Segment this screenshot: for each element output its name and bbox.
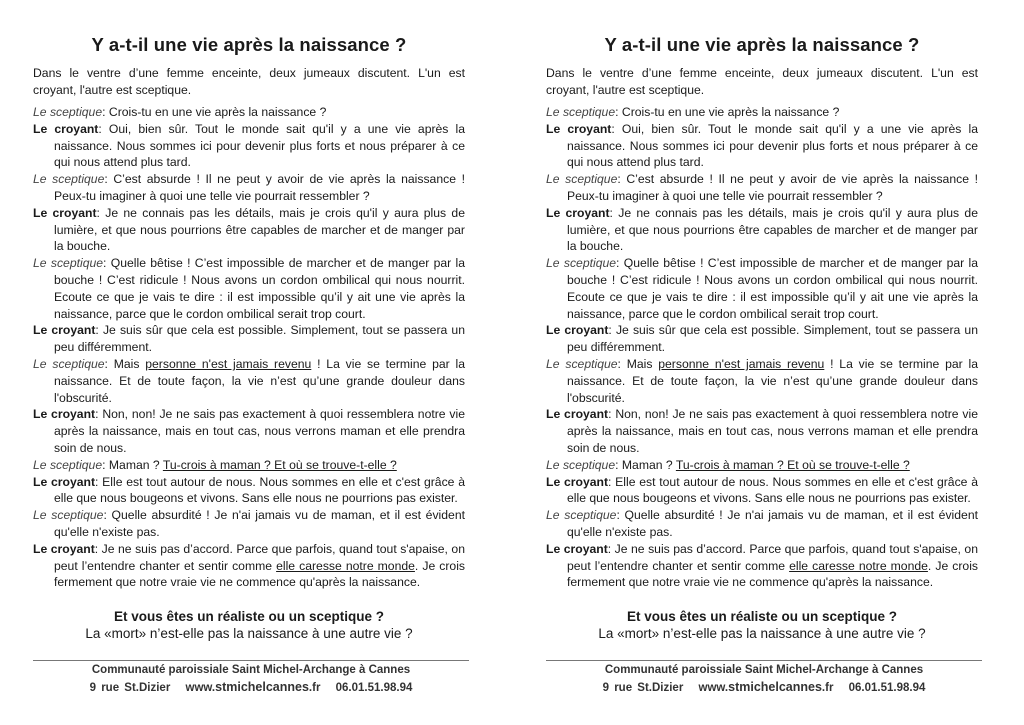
dialogue-turn-croyant [33,121,465,171]
footer-address: 9 rue St.Dizier [89,682,171,694]
speech-text: : Elle est tout autour de nous. Nous sommes en elle et c'est grâce à elle que nous bougeons et vivons. Sans elle nous ne pourrions pas exister. [54,474,465,506]
speech-text: : C’est absurde ! Il ne peut y avoir de vie après la naissance ! Peux-tu imaginer à quoi une telle vie pourrait ressembler ? [54,172,465,203]
footer-divider [33,660,469,661]
footer-phone: 06.01.51.98.94 [335,682,413,694]
dialogue-turn-sceptique [33,255,465,322]
speech-text: : Je ne connais pas les détails, mais je crois qu'il y aura plus de lumière, et que nous pourrions être capables de marcher et de manger par la bouche. [567,205,978,254]
dialogue-turn-croyant [546,121,978,171]
speech-text: : Je ne suis pas d’accord. Parce que parfois, quand tout s'apaise, on peut l’entendre chanter et sentir comme [54,541,465,573]
speech-text: : Je suis sûr que cela est possible. Simplement, tout se passera un peu différemment. [54,323,465,355]
speaker-label: Le sceptique [546,508,617,523]
speaker-label: Le sceptique [33,172,105,187]
page-title: Y a-t-il une vie après la naissance ? [91,34,407,55]
speech-text: : Crois-tu en une vie après la naissance ? [615,105,840,119]
dialogue-turn-sceptique [33,507,465,541]
speaker-label: Le croyant [33,474,96,489]
speaker-label: Le croyant [546,121,612,136]
speaker-label: Le sceptique [33,356,105,371]
speech-text: : C’est absurde ! Il ne peut y avoir de vie après la naissance ! Peux-tu imaginer à quoi une telle vie pourrait ressembler ? [567,172,978,203]
speaker-label: Le sceptique [546,256,617,271]
footer-phone: 06.01.51.98.94 [848,682,926,694]
leaflet-left [33,0,465,725]
speech-text: : Quelle bêtise ! C’est impossible de marcher et de manger par la bouche ! C’est ridicule ! Nous avons un cordon ombilical qui nous nourrit. Ecoute ce que je vais te dire : il est impossible qu’il y ait une vie après la naissance, parce que le cordon ombilical serait trop court. [567,256,978,321]
speech-text: : Je ne suis pas d’accord. Parce que parfois, quand tout s'apaise, on peut l’entendre chanter et sentir comme [567,541,978,573]
speaker-label: Le croyant [546,205,610,220]
dialogue-turn-sceptique [546,255,978,322]
speech-text: : Elle est tout autour de nous. Nous sommes en elle et c'est grâce à elle que nous bougeons et vivons. Sans elle nous ne pourrions pas exister. [567,474,978,506]
footer-contact [546,680,982,694]
speech-text: : Non, non! Je ne sais pas exactement à quoi ressemblera notre vie après la naissance, mais en tout cas, nous verrons maman et elle prendra soin de nous. [567,407,978,455]
footer-address: 9 rue St.Dizier [602,682,684,694]
footer-divider [546,660,982,661]
speech-text: : Je suis sûr que cela est possible. Simplement, tout se passera un peu différemment. [567,323,978,355]
speech-text: ! La vie se termine par la naissance. Et de toute façon, la vie n’est qu’une grande douleur dans l'obscurité. [567,356,979,405]
speaker-label: Le croyant [546,541,608,556]
dialogue-turn-sceptique [546,457,978,474]
dialogue [546,104,978,591]
speaker-label: Le sceptique [546,172,618,187]
footer-website-prefix: www. [698,682,729,694]
speech-text: . Je crois fermement que notre vraie vie ne commence qu'après la naissance. [567,558,978,590]
dialogue-turn-sceptique [33,171,465,205]
dialogue-turn-sceptique [33,356,465,406]
speaker-label: Le sceptique [33,457,103,472]
speech-text: : Quelle absurdité ! Je n'ai jamais vu de maman, et il est évident qu'elle n'existe pas. [54,508,465,539]
dialogue-turn-croyant [546,541,978,591]
speech-text: : Maman ? [615,457,676,472]
footer-website-name: stmichelcannes [728,680,822,694]
closing-question: Et vous êtes un réaliste ou un sceptique ? [113,609,385,624]
dialogue-turn-croyant [33,322,465,356]
speech-text: : Je ne connais pas les détails, mais je crois qu'il y aura plus de lumière, et que nous pourrions être capables de marcher et de manger par la bouche. [54,205,465,254]
dialogue-turn-sceptique [546,104,978,121]
dialogue-turn-sceptique [546,171,978,205]
speaker-label: Le croyant [33,205,97,220]
dialogue [33,104,465,591]
underlined-phrase: elle caresse notre monde [276,558,415,573]
page-title: Y a-t-il une vie après la naissance ? [604,34,920,55]
footer-website-suffix: .fr [308,682,321,694]
footer-website-prefix: www. [185,682,216,694]
speech-text: : Non, non! Je ne sais pas exactement à quoi ressemblera notre vie après la naissance, mais en tout cas, nous verrons maman et elle prendra soin de nous. [54,407,465,455]
dialogue-turn-croyant [546,474,978,508]
speaker-label: Le sceptique [546,356,618,371]
speaker-label: Le croyant [546,407,609,422]
speech-text: ! La vie se termine par la naissance. Et de toute façon, la vie n’est qu’une grande douleur dans l'obscurité. [54,356,466,405]
dialogue-turn-croyant [33,406,465,456]
footer-website[interactable] [699,682,834,694]
closing-subquestion: La «mort» n’est-elle pas la naissance à une autre vie ? [85,626,413,641]
speech-text: : Crois-tu en une vie après la naissance ? [102,105,327,119]
footer-organization: Communauté paroissiale Saint Michel-Archange à Cannes [604,664,924,676]
dialogue-turn-sceptique [33,104,465,121]
dialogue-turn-croyant [33,541,465,591]
intro-text: Dans le ventre d’une femme enceinte, deux jumeaux discutent. L'un est croyant, l'autre est sceptique. [33,66,465,97]
speaker-label: Le croyant [546,474,609,489]
dialogue-turn-croyant [546,406,978,456]
speech-text: : Oui, bien sûr. Tout le monde sait qu'il y a une vie après la naissance. Nous sommes ici pour devenir plus forts et nous préparer à ce qui nous attend plus tard. [54,121,465,170]
speaker-label: Le sceptique [546,457,616,472]
leaflet-right [546,0,978,725]
speaker-label: Le croyant [33,541,95,556]
underlined-phrase: elle caresse notre monde [789,558,928,573]
footer-website-name: stmichelcannes [215,680,309,694]
speaker-label: Le croyant [33,407,96,422]
footer-organization: Communauté paroissiale Saint Michel-Archange à Cannes [91,664,411,676]
speaker-label: Le croyant [33,121,99,136]
speaker-label: Le croyant [546,323,609,338]
dialogue-turn-sceptique [33,457,465,474]
speaker-label: Le croyant [33,323,96,338]
underlined-phrase: personne n'est jamais revenu [145,356,312,371]
footer-website-suffix: .fr [821,682,834,694]
speech-text: . Je crois fermement que notre vraie vie ne commence qu'après la naissance. [54,558,465,590]
speaker-label: Le sceptique [546,105,616,119]
speaker-label: Le sceptique [33,256,104,271]
speech-text: : Mais [104,356,146,371]
dialogue-turn-sceptique [546,356,978,406]
closing-question: Et vous êtes un réaliste ou un sceptique ? [626,609,898,624]
intro-text: Dans le ventre d’une femme enceinte, deux jumeaux discutent. L'un est croyant, l'autre est sceptique. [546,66,978,97]
closing-subquestion: La «mort» n’est-elle pas la naissance à une autre vie ? [598,626,926,641]
speech-text: : Mais [617,356,659,371]
dialogue-turn-croyant [546,322,978,356]
speech-text: : Oui, bien sûr. Tout le monde sait qu'il y a une vie après la naissance. Nous sommes ici pour devenir plus forts et nous préparer à ce qui nous attend plus tard. [567,121,978,170]
dialogue-turn-croyant [33,474,465,508]
dialogue-turn-croyant [33,205,465,255]
speech-text: : Quelle absurdité ! Je n'ai jamais vu de maman, et il est évident qu'elle n'existe pas. [567,508,978,539]
speaker-label: Le sceptique [33,105,103,119]
speech-text: : Maman ? [102,457,163,472]
speech-text: : Quelle bêtise ! C’est impossible de marcher et de manger par la bouche ! C’est ridicule ! Nous avons un cordon ombilical qui nous nourrit. Ecoute ce que je vais te dire : il est impossible qu’il y ait une vie après la naissance, parce que le cordon ombilical serait trop court. [54,256,465,321]
footer-website[interactable] [186,682,321,694]
underlined-phrase: personne n'est jamais revenu [658,356,825,371]
underlined-phrase: Tu-crois à maman ? Et où se trouve-t-elle ? [675,457,910,472]
footer-contact [33,680,469,694]
dialogue-turn-sceptique [546,507,978,541]
speaker-label: Le sceptique [33,508,104,523]
underlined-phrase: Tu-crois à maman ? Et où se trouve-t-elle ? [162,457,397,472]
dialogue-turn-croyant [546,205,978,255]
